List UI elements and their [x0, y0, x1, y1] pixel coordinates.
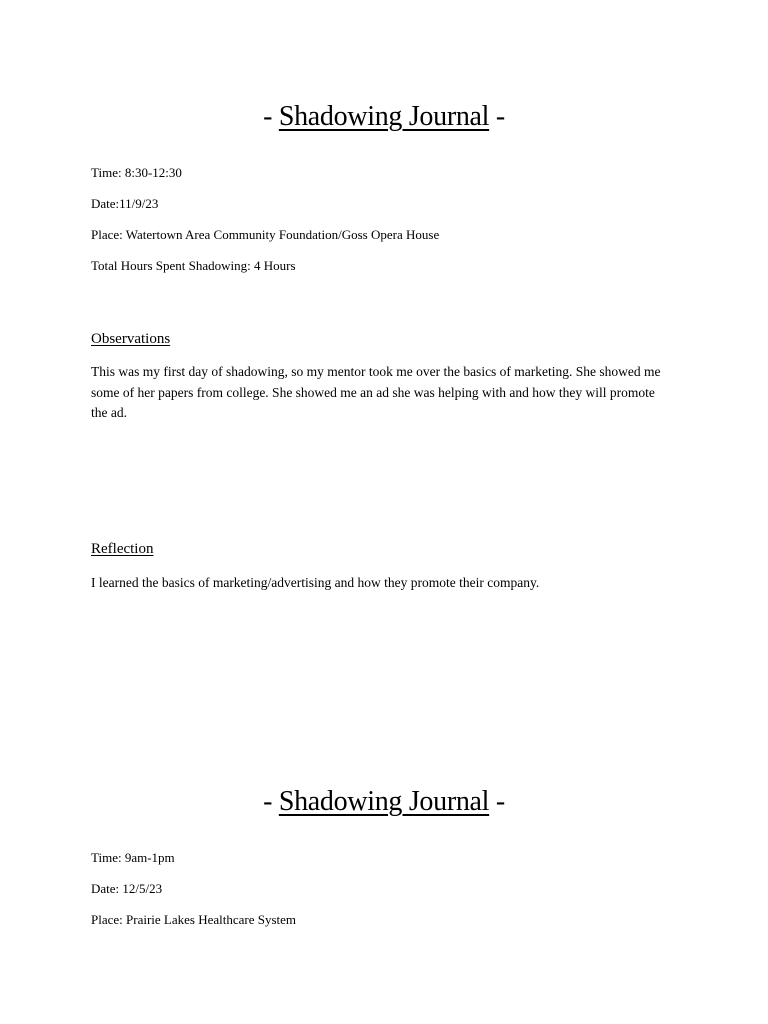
reflection-text: I learned the basics of marketing/advertising and how they promote their company. — [91, 575, 540, 590]
observations-text: This was my first day of shadowing, so my mentor took me over the basics of marketing. She showed me some of her papers from college. She showed me an ad she was helping with and how they will promote the ad. — [91, 364, 661, 420]
journal-title — [0, 100, 768, 134]
journal-title — [0, 785, 768, 819]
title-dash-left: - — [263, 101, 279, 132]
place-field: Place: Prairie Lakes Healthcare System — [91, 912, 297, 927]
date-field: Date: 12/5/23 — [91, 881, 163, 896]
title-text: Shadowing Journal — [278, 786, 490, 817]
time-field: Time: 9am-1pm — [91, 850, 175, 865]
title-dash-right: - — [489, 786, 505, 817]
date-field: Date:11/9/23 — [91, 196, 159, 211]
title-text: Shadowing Journal — [278, 101, 490, 132]
total-hours-field: Total Hours Spent Shadowing: 4 Hours — [91, 258, 296, 273]
title-dash-right: - — [489, 101, 505, 132]
time-field: Time: 8:30-12:30 — [91, 165, 182, 180]
observations-heading: Observations — [91, 331, 171, 347]
place-field: Place: Watertown Area Community Foundation/Goss Opera House — [91, 227, 440, 242]
reflection-heading: Reflection — [91, 541, 154, 557]
title-dash-left: - — [263, 786, 279, 817]
